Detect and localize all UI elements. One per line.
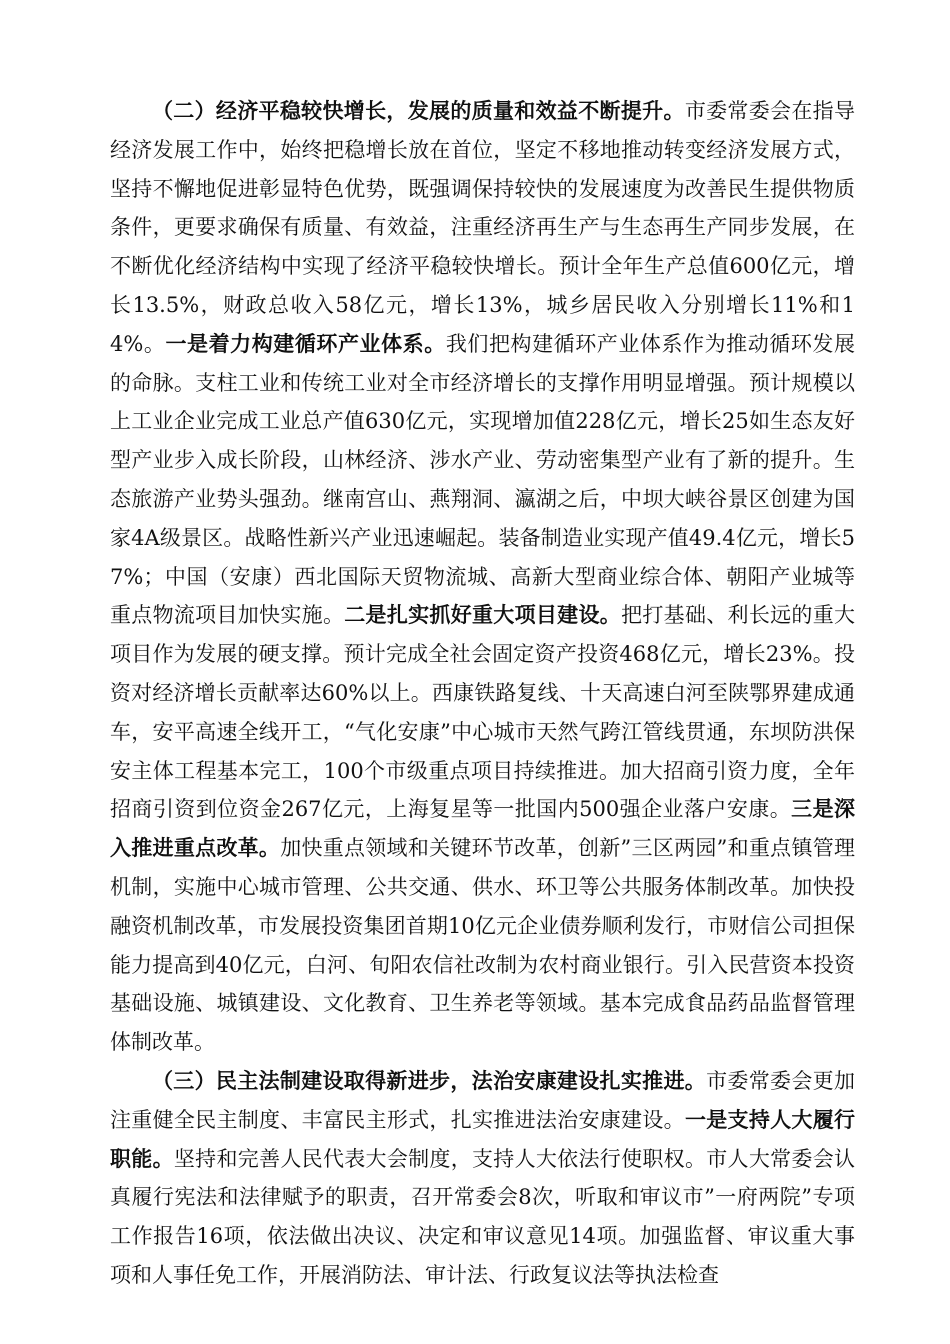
- paragraph-text: 市委常委会在指导经济发展工作中，始终把稳增长放在首位，坚定不移地推动转变经济发展方式，坚持不懈地促进彰显特色优势，既强调保持较快的发展速度为改善民生提供物质条件，更要求确保有质量、有效益，注重经济再生产与生态再生产同步发展，在不断优化经济结构中实现了经济平稳较快增长。预计全年生产总值600亿元，增长13.5%，财政总收入58亿元，增长13%，城乡居民收入分别增长11%和14%。: [110, 99, 855, 356]
- section-heading-economy: （二）经济平稳较快增长，发展的质量和效益不断提升。: [152, 98, 685, 123]
- paragraph-text: 坚持和完善人民代表大会制度，支持人大依法行使职权。市人大常委会认真履行宪法和法律赋予的职责，召开常委会8次，听取和审议市”一府两院”专项工作报告16项，依法做出决议、决定和审议意见14项。加强监督、审议重大事项和人事任免工作，开展消防法、审计法、行政复议法等执法检查: [110, 1146, 856, 1287]
- document-page: [110, 92, 855, 1295]
- subheading-circular-industry: 一是着力构建循环产业体系。: [165, 330, 446, 356]
- paragraph-economy: [110, 92, 855, 1062]
- paragraph-rule-of-law: [110, 1062, 855, 1295]
- paragraph-text: 我们把构建循环产业体系作为推动循环发展的命脉。支柱工业和传统工业对全市经济增长的支撑作用明显增强。预计规模以上工业企业完成工业总产值630亿元，实现增加值228亿元，增长25如生态友好型产业步入成长阶段，山林经济、涉水产业、劳动密集型产业有了新的提升。生态旅游产业势头强劲。继南宫山、燕翔洞、瀛湖之后，中坝大峡谷景区创建为国家4A级景区。战略性新兴产业迅速崛起。装备制造业实现产值49.4亿元，增长57%；中国（安康）西北国际天贸物流城、高新大型商业综合体、朝阳产业城等重点物流项目加快实施。: [110, 331, 855, 628]
- section-heading-rule-of-law: （三）民主法制建设取得新进步，法治安康建设扎实推进。: [152, 1067, 707, 1093]
- subheading-key-reforms: 三是深入推进重点改革。: [110, 796, 856, 861]
- subheading-major-projects: 二是扎实抓好重大项目建设。: [344, 602, 622, 628]
- subheading-support-npc: 一是支持人大履行职能。: [110, 1106, 856, 1171]
- paragraph-text: 市委常委会更加注重健全民主制度、丰富民主形式，扎实推进法治安康建设。: [110, 1068, 855, 1132]
- paragraph-text: 把打基础、利长远的重大项目作为发展的硬支撑。预计完成全社会固定资产投资468亿元，增长23%。投资对经济增长贡献率达60%以上。西康铁路复线、十天高速白河至陕鄂界建成通车，安平高速全线开工，“气化安康”中心城市天然气跨江管线贯通，东坝防洪保安主体工程基本完工，100个市级重点项目持续推进。加大招商引资力度，全年招商引资到位资金267亿元，上海复星等一批国内500强企业落户安康。: [110, 603, 856, 822]
- paragraph-text: 加快重点领域和关键环节改革，创新”三区两园”和重点镇管理机制，实施中心城市管理、公共交通、供水、环卫等公共服务体制改革。加快投融资机制改革，市发展投资集团首期10亿元企业债券顺利发行，市财信公司担保能力提高到40亿元，白河、旬阳农信社改制为农村商业银行。引入民营资本投资基础设施、城镇建设、文化教育、卫生养老等领域。基本完成食品药品监督管理体制改革。: [110, 836, 855, 1055]
